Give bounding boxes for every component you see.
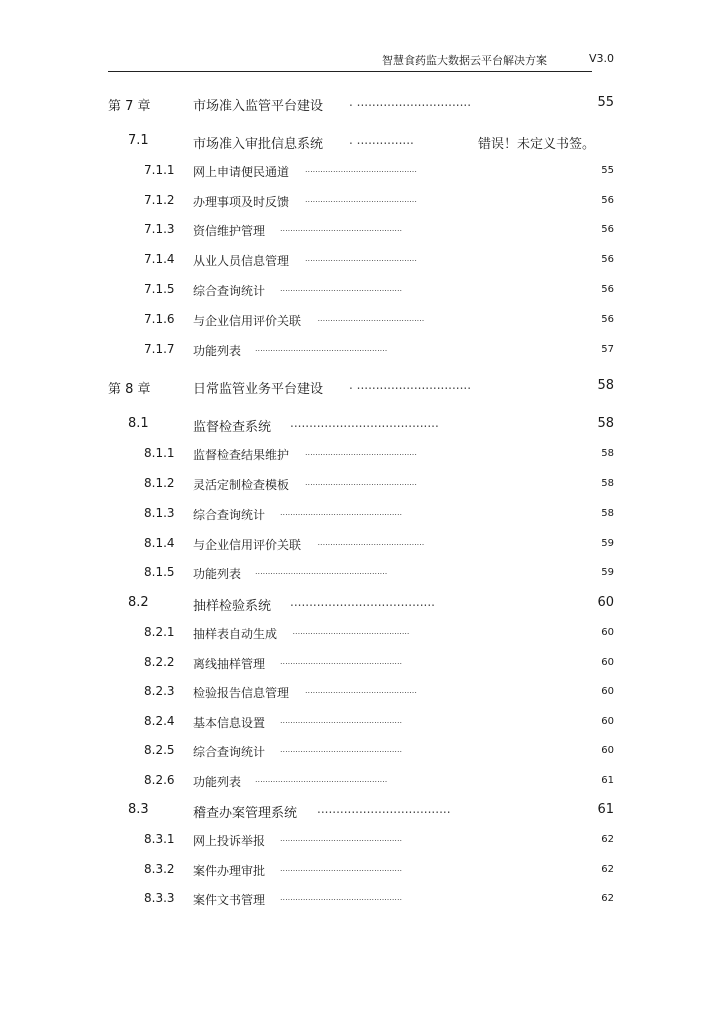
toc-entry-title: 基本信息设置: [193, 716, 266, 730]
toc-entry-number: 8.1.3: [144, 506, 175, 520]
toc-entry[interactable]: [0, 163, 724, 185]
toc-leader-dots: ................................................: [280, 745, 403, 754]
toc-leader-dots: .......................................: [290, 416, 439, 430]
toc-page-number: 59: [601, 567, 614, 578]
toc-entry[interactable]: [0, 506, 724, 528]
toc-entry-number: 7.1.7: [144, 342, 175, 356]
toc-leader-dots: ................................................: [280, 657, 403, 666]
toc-entry-number: 8.3.1: [144, 832, 175, 846]
toc-entry-title: 网上申请便民通道: [193, 165, 290, 179]
toc-entry[interactable]: [0, 684, 724, 706]
header-version: V3.0: [589, 52, 615, 65]
toc-page-number: 55: [601, 165, 614, 176]
toc-leader-dots: ................................................: [280, 716, 403, 725]
toc-entry[interactable]: [0, 802, 724, 824]
toc-page-number: 60: [601, 745, 614, 756]
toc-page-number: 62: [601, 864, 614, 875]
toc-entry-number: 8.3.2: [144, 862, 175, 876]
toc-entry-number: 8.1.5: [144, 565, 175, 579]
toc-entry-number: 8.2.4: [144, 714, 175, 728]
toc-leader-dots: ............................................: [305, 686, 417, 695]
toc-entry[interactable]: [0, 655, 724, 677]
toc-leader-dots: ............................................: [305, 254, 417, 263]
toc-entry[interactable]: [0, 378, 724, 400]
header-title: 智慧食药监大数据云平台解决方案: [382, 54, 547, 67]
toc-entry-title: 抽样检验系统: [193, 599, 272, 614]
toc-entry-number: 8.2.1: [144, 625, 175, 639]
toc-leader-dots: ................................................: [280, 284, 403, 293]
toc-page-number: 58: [601, 508, 614, 519]
toc-entry-title: 灵活定制检查模板: [193, 478, 290, 492]
toc-entry[interactable]: [0, 862, 724, 884]
toc-entry[interactable]: [0, 773, 724, 795]
toc-page-number: 56: [601, 284, 614, 295]
toc-leader-dots: ....................................................: [255, 344, 388, 353]
toc-entry-number: 8.1.1: [144, 446, 175, 460]
toc-entry[interactable]: [0, 312, 724, 334]
toc-entry-number: 7.1: [128, 133, 149, 148]
toc-leader-dots: ...................................: [317, 802, 451, 816]
toc-page-number: 60: [601, 657, 614, 668]
toc-entry[interactable]: [0, 476, 724, 498]
toc-entry-title: 案件办理审批: [193, 864, 266, 878]
toc-leader-dots: ............................................: [305, 448, 417, 457]
toc-entry-title: 功能列表: [193, 567, 242, 581]
toc-leader-dots: ............................................: [305, 195, 417, 204]
toc-page-number: 60: [597, 595, 614, 610]
toc-entry-number: 7.1.3: [144, 222, 175, 236]
toc-entry-title: 功能列表: [193, 775, 242, 789]
toc-page-number: 58: [597, 378, 614, 393]
toc-entry-number: 8.2: [128, 595, 149, 610]
toc-entry-number: 7.1.1: [144, 163, 175, 177]
toc-entry-number: 7.1.4: [144, 252, 175, 266]
toc-page-number: 56: [601, 224, 614, 235]
toc-entry[interactable]: [0, 832, 724, 854]
toc-page-number: 58: [597, 416, 614, 431]
toc-entry-title: 资信维护管理: [193, 224, 266, 238]
toc-entry[interactable]: [0, 446, 724, 468]
toc-leader-dots: ................................................: [280, 224, 403, 233]
toc-page-number: 56: [601, 254, 614, 265]
toc-page-number: 58: [601, 478, 614, 489]
toc-entry[interactable]: [0, 416, 724, 438]
toc-entry-number: 8.1.2: [144, 476, 175, 490]
toc-page-number: 61: [601, 775, 614, 786]
toc-entry-number: 第 7 章: [108, 99, 151, 114]
toc-leader-dots: ................................................: [280, 893, 403, 902]
toc-entry[interactable]: [0, 595, 724, 617]
toc-page-number: 61: [597, 802, 614, 817]
toc-leader-dots: . ..............................: [349, 95, 472, 109]
toc-entry-title: 从业人员信息管理: [193, 254, 290, 268]
toc-leader-dots: ....................................................: [255, 567, 388, 576]
toc-entry[interactable]: [0, 95, 724, 117]
toc-leader-dots: ..........................................: [317, 314, 425, 323]
toc-page-number: 58: [601, 448, 614, 459]
toc-entry-number: 第 8 章: [108, 382, 151, 397]
toc-page-number: 60: [601, 627, 614, 638]
toc-entry[interactable]: [0, 625, 724, 647]
toc-entry[interactable]: [0, 133, 724, 155]
toc-entry-title: 办理事项及时反馈: [193, 195, 290, 209]
toc-entry-number: 8.3: [128, 802, 149, 817]
toc-entry-title: 综合查询统计: [193, 284, 266, 298]
toc-leader-dots: . ...............: [349, 133, 414, 147]
toc-leader-dots: ................................................: [280, 834, 403, 843]
toc-entry-title: 监督检查系统: [193, 420, 272, 435]
toc-entry-number: 8.2.5: [144, 743, 175, 757]
toc-entry-number: 8.2.2: [144, 655, 175, 669]
toc-entry-number: 7.1.5: [144, 282, 175, 296]
toc-entry-title: 离线抽样管理: [193, 657, 266, 671]
toc-entry-title: 综合查询统计: [193, 745, 266, 759]
toc-entry-title: 与企业信用评价关联: [193, 538, 302, 552]
toc-entry[interactable]: [0, 342, 724, 364]
toc-leader-dots: ............................................: [305, 165, 417, 174]
toc-entry-title: 网上投诉举报: [193, 834, 266, 848]
toc-entry-title: 市场准入审批信息系统: [193, 137, 324, 152]
toc-entry-title: 日常监管业务平台建设: [193, 382, 324, 397]
toc-page-number: 57: [601, 344, 614, 355]
toc-leader-dots: ....................................................: [255, 775, 388, 784]
toc-entry-title: 抽样表自动生成: [193, 627, 278, 641]
toc-entry[interactable]: [0, 743, 724, 765]
toc-entry-title: 市场准入监管平台建设: [193, 99, 324, 114]
toc-page-number: 56: [601, 314, 614, 325]
toc-page-number: 56: [601, 195, 614, 206]
toc-entry[interactable]: [0, 536, 724, 558]
toc-entry-number: 8.1: [128, 416, 149, 431]
toc-entry-title: 稽查办案管理系统: [193, 806, 298, 821]
toc-entry-number: 7.1.2: [144, 193, 175, 207]
toc-entry-number: 7.1.6: [144, 312, 175, 326]
toc-leader-dots: ................................................: [280, 508, 403, 517]
toc-entry[interactable]: [0, 282, 724, 304]
toc-entry-number: 8.1.4: [144, 536, 175, 550]
toc-leader-dots: ..............................................: [292, 627, 410, 636]
toc-entry-title: 检验报告信息管理: [193, 686, 290, 700]
toc-page-number: 59: [601, 538, 614, 549]
toc-leader-dots: ..........................................: [317, 538, 425, 547]
toc-entry-title: 与企业信用评价关联: [193, 314, 302, 328]
toc-page-number: 55: [597, 95, 614, 110]
toc-entry[interactable]: [0, 565, 724, 587]
toc-page-number: 60: [601, 686, 614, 697]
toc-entry-number: 8.2.6: [144, 773, 175, 787]
toc-leader-dots: . ..............................: [349, 378, 472, 392]
toc-entry-title: 案件文书管理: [193, 893, 266, 907]
toc-entry-number: 8.3.3: [144, 891, 175, 905]
toc-page-number: 62: [601, 893, 614, 904]
toc-entry-number: 8.2.3: [144, 684, 175, 698]
header-divider: [108, 71, 592, 72]
toc-entry[interactable]: [0, 222, 724, 244]
toc-entry-title: 功能列表: [193, 344, 242, 358]
toc-leader-dots: ................................................: [280, 864, 403, 873]
toc-entry[interactable]: [0, 193, 724, 215]
toc-entry[interactable]: [0, 714, 724, 736]
toc-entry-title: 监督检查结果维护: [193, 448, 290, 462]
toc-leader-dots: ............................................: [305, 478, 417, 487]
toc-page-number: 62: [601, 834, 614, 845]
toc-error-text: 错误！未定义书签。: [478, 137, 596, 152]
toc-entry[interactable]: [0, 252, 724, 274]
toc-entry[interactable]: [0, 891, 724, 913]
toc-leader-dots: ......................................: [290, 595, 435, 609]
toc-entry-title: 综合查询统计: [193, 508, 266, 522]
toc-page-number: 60: [601, 716, 614, 727]
